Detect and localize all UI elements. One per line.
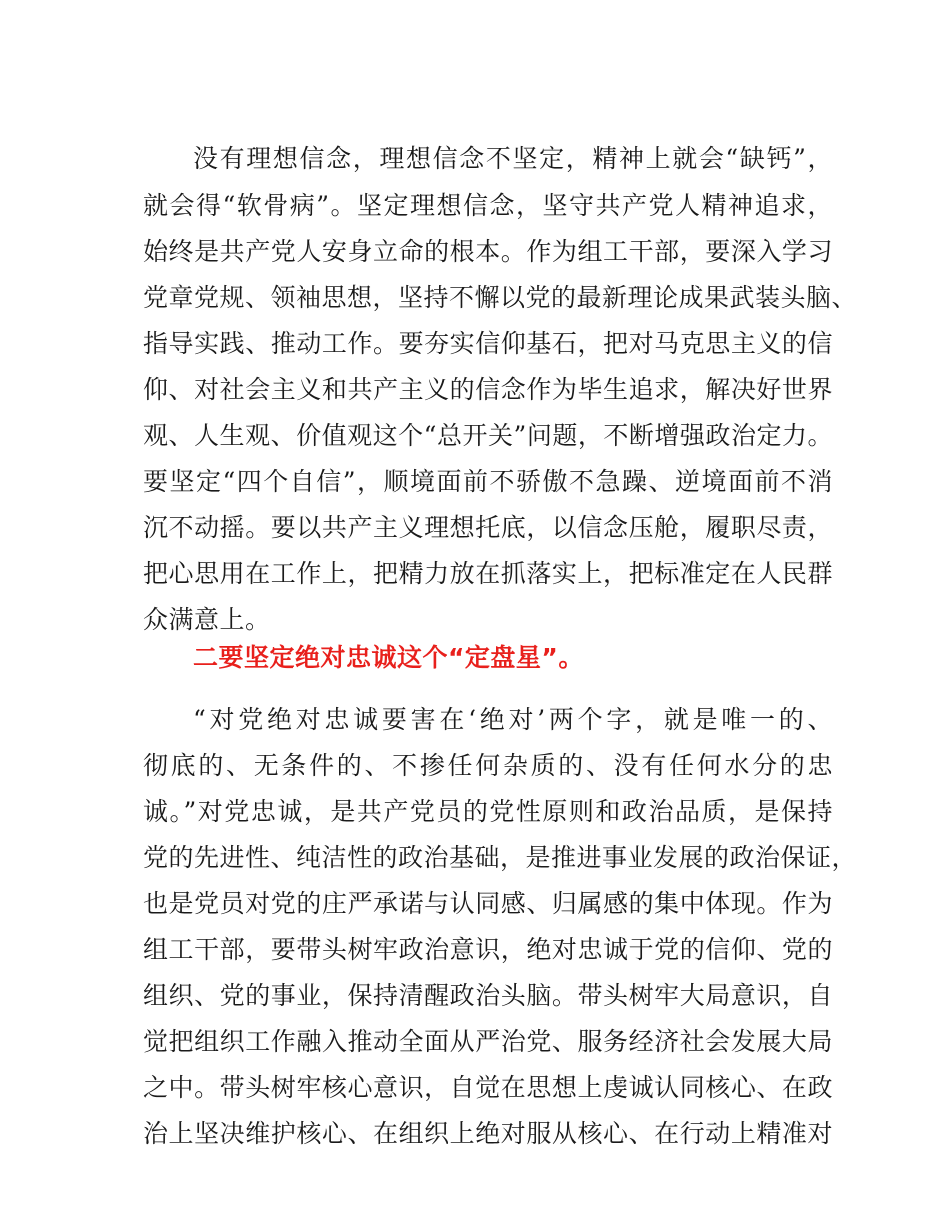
- paragraph-2-line-10: 治上坚决维护核心、在组织上绝对服从核心、在行动上精准对: [143, 1119, 833, 1148]
- paragraph-2-line-8: 觉把组织工作融入推动全面从严治党、服务经济社会发展大局: [143, 1027, 833, 1056]
- paragraph-2-line-5: 也是党员对党的庄严承诺与认同感、归属感的集中体现。作为: [143, 889, 833, 918]
- paragraph-2-line-4: 党的先进性、纯洁性的政治基础，是推进事业发展的政治保证，: [143, 843, 858, 872]
- paragraph-2-line-6: 组工干部，要带头树牢政治意识，绝对忠诚于党的信仰、党的: [143, 935, 833, 964]
- paragraph-2-line-3: 诚。”对党忠诚，是共产党员的党性原则和政治品质，是保持: [143, 797, 833, 826]
- paragraph-2-line-7: 组织、党的事业，保持清醒政治头脑。带头树牢大局意识，自: [143, 981, 833, 1010]
- paragraph-1-line-9: 沉不动摇。要以共产主义理想托底，以信念压舱，履职尽责，: [143, 513, 833, 542]
- paragraph-1-line-4: 党章党规、领袖思想，坚持不懈以党的最新理论成果武装头脑、: [143, 283, 858, 312]
- paragraph-1-line-8: 要坚定“四个自信”，顺境面前不骄傲不急躁、逆境面前不消: [143, 467, 833, 496]
- paragraph-1-line-3: 始终是共产党人安身立命的根本。作为组工干部，要深入学习: [143, 237, 833, 266]
- paragraph-1-line-7: 观、人生观、价值观这个“总开关”问题，不断增强政治定力。: [143, 421, 833, 450]
- section-heading: 二要坚定绝对忠诚这个“定盘星”。: [193, 643, 584, 672]
- paragraph-2-line-1: “对党绝对忠诚要害在‘绝对’两个字，就是唯一的、: [193, 705, 833, 734]
- paragraph-2-line-9: 之中。带头树牢核心意识，自觉在思想上虔诚认同核心、在政: [143, 1073, 833, 1102]
- paragraph-1-line-1: 没有理想信念，理想信念不坚定，精神上就会“缺钙”，: [193, 144, 833, 173]
- paragraph-1-line-6: 仰、对社会主义和共产主义的信念作为毕生追求，解决好世界: [143, 375, 833, 404]
- paragraph-1-line-2: 就会得“软骨病”。坚定理想信念，坚守共产党人精神追求，: [143, 191, 833, 220]
- paragraph-1-line-5: 指导实践、推动工作。要夯实信仰基石，把对马克思主义的信: [143, 329, 833, 358]
- paragraph-1-line-10: 把心思用在工作上，把精力放在抓落实上，把标准定在人民群: [143, 559, 833, 588]
- paragraph-2-line-2: 彻底的、无条件的、不掺任何杂质的、没有任何水分的忠: [143, 751, 833, 780]
- paragraph-1-line-11: 众满意上。: [143, 605, 271, 634]
